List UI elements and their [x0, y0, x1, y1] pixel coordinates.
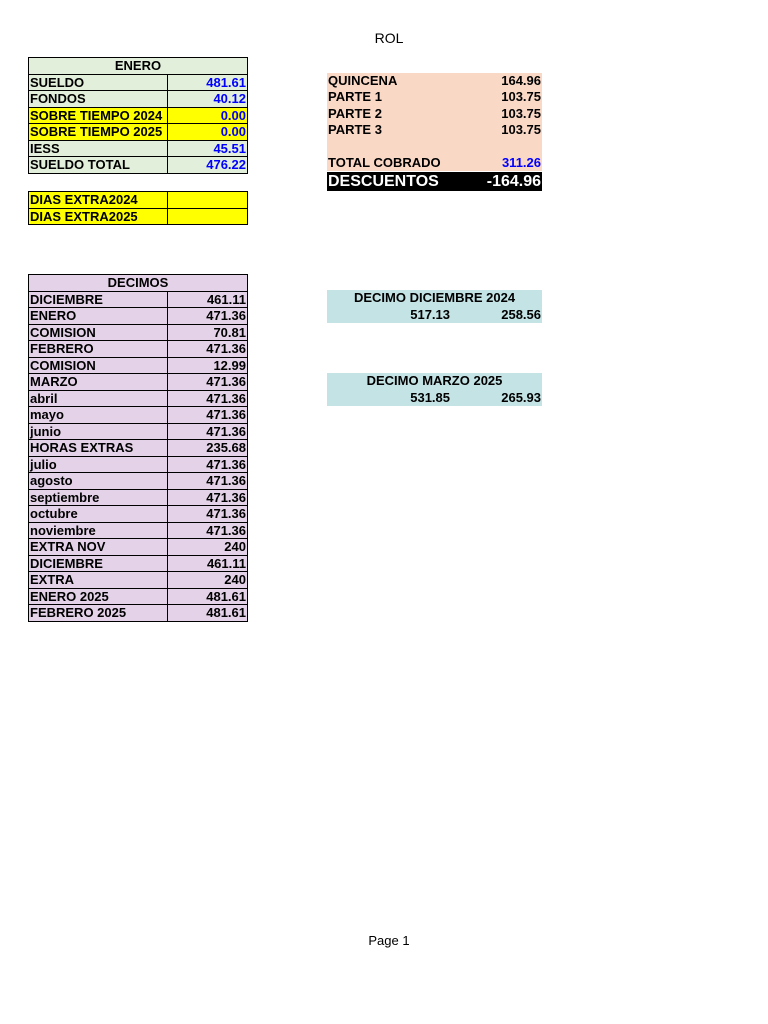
cell-label[interactable]: SOBRE TIEMPO 2024	[29, 107, 168, 124]
cell-label[interactable]: EXTRA	[29, 572, 168, 589]
table-row	[29, 140, 248, 157]
table-row	[29, 357, 248, 374]
table-row	[29, 291, 248, 308]
cell-value[interactable]: 45.51	[168, 140, 248, 157]
enero-table	[28, 57, 248, 174]
cell-value[interactable]: 471.36	[168, 522, 248, 539]
cell-label[interactable]: julio	[29, 456, 168, 473]
cell-value[interactable]: 481.61	[168, 605, 248, 622]
table-row	[29, 588, 248, 605]
cell-value[interactable]: 471.36	[168, 407, 248, 424]
summary-value: 164.96	[501, 73, 541, 88]
enero-title: ENERO	[29, 58, 248, 75]
table-row	[29, 157, 248, 174]
decimo-marzo-title: DECIMO MARZO 2025	[366, 373, 503, 388]
cell-label[interactable]: EXTRA NOV	[29, 539, 168, 556]
total-cobrado-row[interactable]	[327, 155, 542, 171]
cell-label[interactable]: ENERO 2025	[29, 588, 168, 605]
table-row	[29, 440, 248, 457]
summary-row[interactable]	[327, 89, 542, 105]
cell-label[interactable]: IESS	[29, 140, 168, 157]
decimo-marzo-value-1[interactable]: 531.85	[410, 389, 450, 405]
cell-value[interactable]: 471.36	[168, 308, 248, 325]
decimo-diciembre-values	[327, 307, 542, 324]
cell-value[interactable]: 461.11	[168, 555, 248, 572]
table-row	[29, 506, 248, 523]
summary-value: 103.75	[501, 122, 541, 138]
cell-value[interactable]: 476.22	[168, 157, 248, 174]
page-number: Page 1	[368, 933, 410, 948]
cell-value[interactable]: 70.81	[168, 324, 248, 341]
cell-label[interactable]: mayo	[29, 407, 168, 424]
table-header-row	[29, 275, 248, 292]
cell-label[interactable]: DIAS EXTRA2024	[29, 192, 168, 209]
table-row	[29, 124, 248, 141]
table-row	[29, 74, 248, 91]
table-row	[29, 423, 248, 440]
cell-value[interactable]: 0.00	[168, 107, 248, 124]
decimo-marzo-value-2[interactable]: 265.93	[501, 389, 541, 405]
descuentos-value: -164.96	[486, 172, 541, 190]
cell-label[interactable]: MARZO	[29, 374, 168, 391]
decimo-diciembre-value-2[interactable]: 258.56	[501, 306, 541, 322]
cell-value[interactable]: 471.36	[168, 473, 248, 490]
cell-value[interactable]: 0.00	[168, 124, 248, 141]
table-row	[29, 390, 248, 407]
descuentos-label: DESCUENTOS	[328, 172, 439, 190]
table-row	[29, 456, 248, 473]
cell-label[interactable]: SUELDO TOTAL	[29, 157, 168, 174]
table-row	[29, 208, 248, 225]
cell-label[interactable]: junio	[29, 423, 168, 440]
table-row	[29, 324, 248, 341]
decimo-marzo-box	[327, 373, 542, 406]
table-row	[29, 341, 248, 358]
decimos-table	[28, 274, 248, 622]
cell-label[interactable]: HORAS EXTRAS	[29, 440, 168, 457]
cell-label[interactable]: FEBRERO 2025	[29, 605, 168, 622]
cell-label[interactable]: DICIEMBRE	[29, 291, 168, 308]
cell-value[interactable]: 240	[168, 539, 248, 556]
table-row	[29, 605, 248, 622]
table-row	[29, 407, 248, 424]
summary-row[interactable]	[327, 122, 542, 138]
table-row	[29, 308, 248, 325]
cell-label[interactable]: agosto	[29, 473, 168, 490]
table-row	[29, 107, 248, 124]
cell-value[interactable]: 471.36	[168, 423, 248, 440]
cell-value[interactable]: 471.36	[168, 489, 248, 506]
cell-value[interactable]: 471.36	[168, 374, 248, 391]
decimo-marzo-values	[327, 390, 542, 407]
cell-value[interactable]: 471.36	[168, 506, 248, 523]
summary-label: QUINCENA	[328, 73, 398, 88]
cell-label[interactable]: octubre	[29, 506, 168, 523]
table-row	[29, 522, 248, 539]
cell-value[interactable]: 461.11	[168, 291, 248, 308]
table-row	[29, 572, 248, 589]
cell-label[interactable]: DIAS EXTRA2025	[29, 208, 168, 225]
decimo-diciembre-value-1[interactable]: 517.13	[410, 306, 450, 322]
cell-value[interactable]: 40.12	[168, 91, 248, 108]
cell-label[interactable]: COMISION	[29, 324, 168, 341]
cell-label[interactable]: SUELDO	[29, 74, 168, 91]
cell-value[interactable]: 471.36	[168, 390, 248, 407]
cell-value[interactable]: 481.61	[168, 74, 248, 91]
summary-label: PARTE 3	[328, 122, 382, 138]
dias-extra-table	[28, 191, 248, 225]
cell-label[interactable]: noviembre	[29, 522, 168, 539]
cell-label[interactable]: SOBRE TIEMPO 2025	[29, 124, 168, 141]
cell-label[interactable]: abril	[29, 390, 168, 407]
cell-label[interactable]: septiembre	[29, 489, 168, 506]
cell-label[interactable]: DICIEMBRE	[29, 555, 168, 572]
cell-value[interactable]: 240	[168, 572, 248, 589]
summary-row[interactable]	[327, 73, 542, 89]
table-row	[29, 91, 248, 108]
total-cobrado-label: TOTAL COBRADO	[328, 154, 441, 170]
table-row	[29, 374, 248, 391]
cell-value[interactable]: 235.68	[168, 440, 248, 457]
page-title: ROL	[374, 30, 404, 46]
table-row	[29, 555, 248, 572]
cell-label[interactable]: COMISION	[29, 357, 168, 374]
summary-row[interactable]	[327, 106, 542, 122]
table-header-row	[29, 58, 248, 75]
summary-value: 103.75	[501, 89, 541, 105]
cell-label[interactable]: FONDOS	[29, 91, 168, 108]
summary-label: PARTE 1	[328, 89, 382, 105]
table-row	[29, 192, 248, 209]
cell-value[interactable]: 471.36	[168, 341, 248, 358]
table-row	[29, 489, 248, 506]
table-row	[29, 539, 248, 556]
cell-value[interactable]: 481.61	[168, 588, 248, 605]
cell-label[interactable]: FEBRERO	[29, 341, 168, 358]
decimo-diciembre-box	[327, 290, 542, 323]
rol-summary	[327, 73, 542, 171]
cell-value[interactable]	[168, 192, 248, 209]
descuentos-row[interactable]	[327, 172, 542, 191]
total-cobrado-value: 311.26	[501, 154, 541, 170]
summary-spacer	[327, 139, 542, 155]
cell-value[interactable]: 12.99	[168, 357, 248, 374]
summary-label: PARTE 2	[328, 105, 382, 121]
decimos-title: DECIMOS	[29, 275, 248, 292]
summary-value: 103.75	[501, 105, 541, 121]
decimo-diciembre-title: DECIMO DICIEMBRE 2024	[353, 290, 516, 305]
table-row	[29, 473, 248, 490]
cell-value[interactable]	[168, 208, 248, 225]
cell-value[interactable]: 471.36	[168, 456, 248, 473]
cell-label[interactable]: ENERO	[29, 308, 168, 325]
